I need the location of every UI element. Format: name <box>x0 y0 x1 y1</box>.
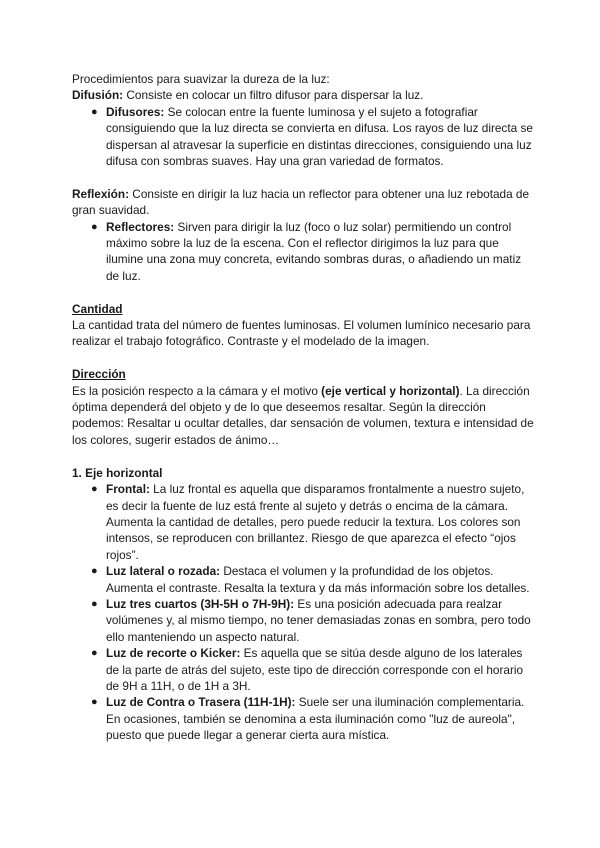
direccion-paragraph <box>72 383 534 449</box>
list-item <box>72 596 534 645</box>
direccion-text-bold: (eje vertical y horizontal) <box>321 383 460 398</box>
item-label: Reflectores: <box>106 219 175 234</box>
item-text: Sirven para dirigir la luz (foco o luz solar) permitiendo un control máximo sobre la luz de la escena. Con el reflector dirigimos la luz para que ilumine una zona muy concreta, evitando sombras duras, o añadiendo un matiz de luz. <box>106 219 522 283</box>
cantidad-heading: Cantidad <box>72 301 123 316</box>
reflexion-list <box>72 219 534 285</box>
item-label: Difusores: <box>106 104 165 119</box>
item-label: Luz lateral o rozada: <box>106 564 221 579</box>
item-label: Luz de recorte o Kicker: <box>106 646 241 661</box>
eje-horizontal-list <box>72 481 534 744</box>
reflexion-paragraph <box>72 186 534 219</box>
list-item <box>72 645 534 694</box>
item-text: La luz frontal es aquella que disparamos frontalmente a nuestro sujeto, es decir la fuente de luz está frente al sujeto y detrás o encima de la cámara. Aumenta la cantidad de detalles, pero puede reducir la textura. Los colores son intensos, se reproducen con brillantez. Riesgo de que aparezca el efecto “ojos rojos”. <box>106 482 525 562</box>
bullet-icon: ● <box>91 220 98 233</box>
cantidad-text: La cantidad trata del número de fuentes luminosas. El volumen lumínico necesario para realizar el trabajo fotográfico. Contraste y el modelado de la imagen. <box>72 318 531 349</box>
difusion-list <box>72 104 534 170</box>
bullet-icon: ● <box>91 597 98 610</box>
eje-horizontal-heading: 1. Eje horizontal <box>72 465 163 480</box>
reflexion-text: Consiste en dirigir la luz hacia un reflector para obtener una luz rebotada de gran suavidad. <box>72 186 530 218</box>
item-label: Luz de Contra o Trasera (11H-1H): <box>106 695 296 710</box>
list-item <box>72 104 534 170</box>
difusion-paragraph <box>72 87 534 103</box>
bullet-icon: ● <box>91 105 98 118</box>
reflexion-label: Reflexión: <box>72 186 130 201</box>
item-text: Destaca el volumen y la profundidad de los objetos. Aumenta el contraste. Resalta la textura y da más información sobre los detalles. <box>106 564 530 595</box>
bullet-icon: ● <box>91 647 98 660</box>
document-page <box>72 71 534 744</box>
direccion-text-before: Es la posición respecto a la cámara y el motivo <box>72 383 322 398</box>
direccion-text-after: . La dirección óptima dependerá del objeto y de lo que deseemos resaltar. Según la dirección podemos: Resaltar u ocultar detalles, dar sensación de volumen, textura e intensidad de los colores, sugerir estados de ánimo… <box>72 383 534 447</box>
list-item <box>72 563 534 596</box>
list-item <box>72 694 534 743</box>
bullet-icon: ● <box>91 483 98 496</box>
difusion-label: Difusión: <box>72 88 124 103</box>
item-text: Es una posición adecuada para realzar volúmenes y, al mismo tiempo, no tener demasiadas zonas en sombra, pero todo ello manteniendo un aspecto natural. <box>106 596 531 644</box>
item-label: Frontal: <box>106 482 150 497</box>
bullet-icon: ● <box>91 565 98 578</box>
item-label: Luz tres cuartos (3H-5H o 7H-9H): <box>106 596 295 611</box>
list-item <box>72 481 534 563</box>
difusion-text: Consiste en colocar un filtro difusor para dispersar la luz. <box>123 88 424 103</box>
direccion-heading: Dirección <box>72 367 126 382</box>
item-text: Suele ser una iluminación complementaria. En ocasiones, también se denomina a esta iluminación como "luz de aureola", puesto que puede llegar a generar cierta aura mística. <box>106 695 525 743</box>
list-item <box>72 219 534 285</box>
intro-line: Procedimientos para suavizar la dureza de la luz: <box>72 72 330 86</box>
item-text: Se colocan entre la fuente luminosa y el sujeto a fotografiar consiguiendo que la luz directa se convierta en difusa. Los rayos de luz directa se dispersan al atravesar la superficie en distintas direcciones, consiguiendo una luz difusa con sombras suaves. Hay una gran variedad de formatos. <box>106 104 533 169</box>
item-text: Es aquella que se sitúa desde alguno de los laterales de la parte de atrás del sujeto, este tipo de dirección corresponde con el horario de 9H a 11H, o de 1H a 3H. <box>106 646 524 693</box>
bullet-icon: ● <box>91 696 98 709</box>
